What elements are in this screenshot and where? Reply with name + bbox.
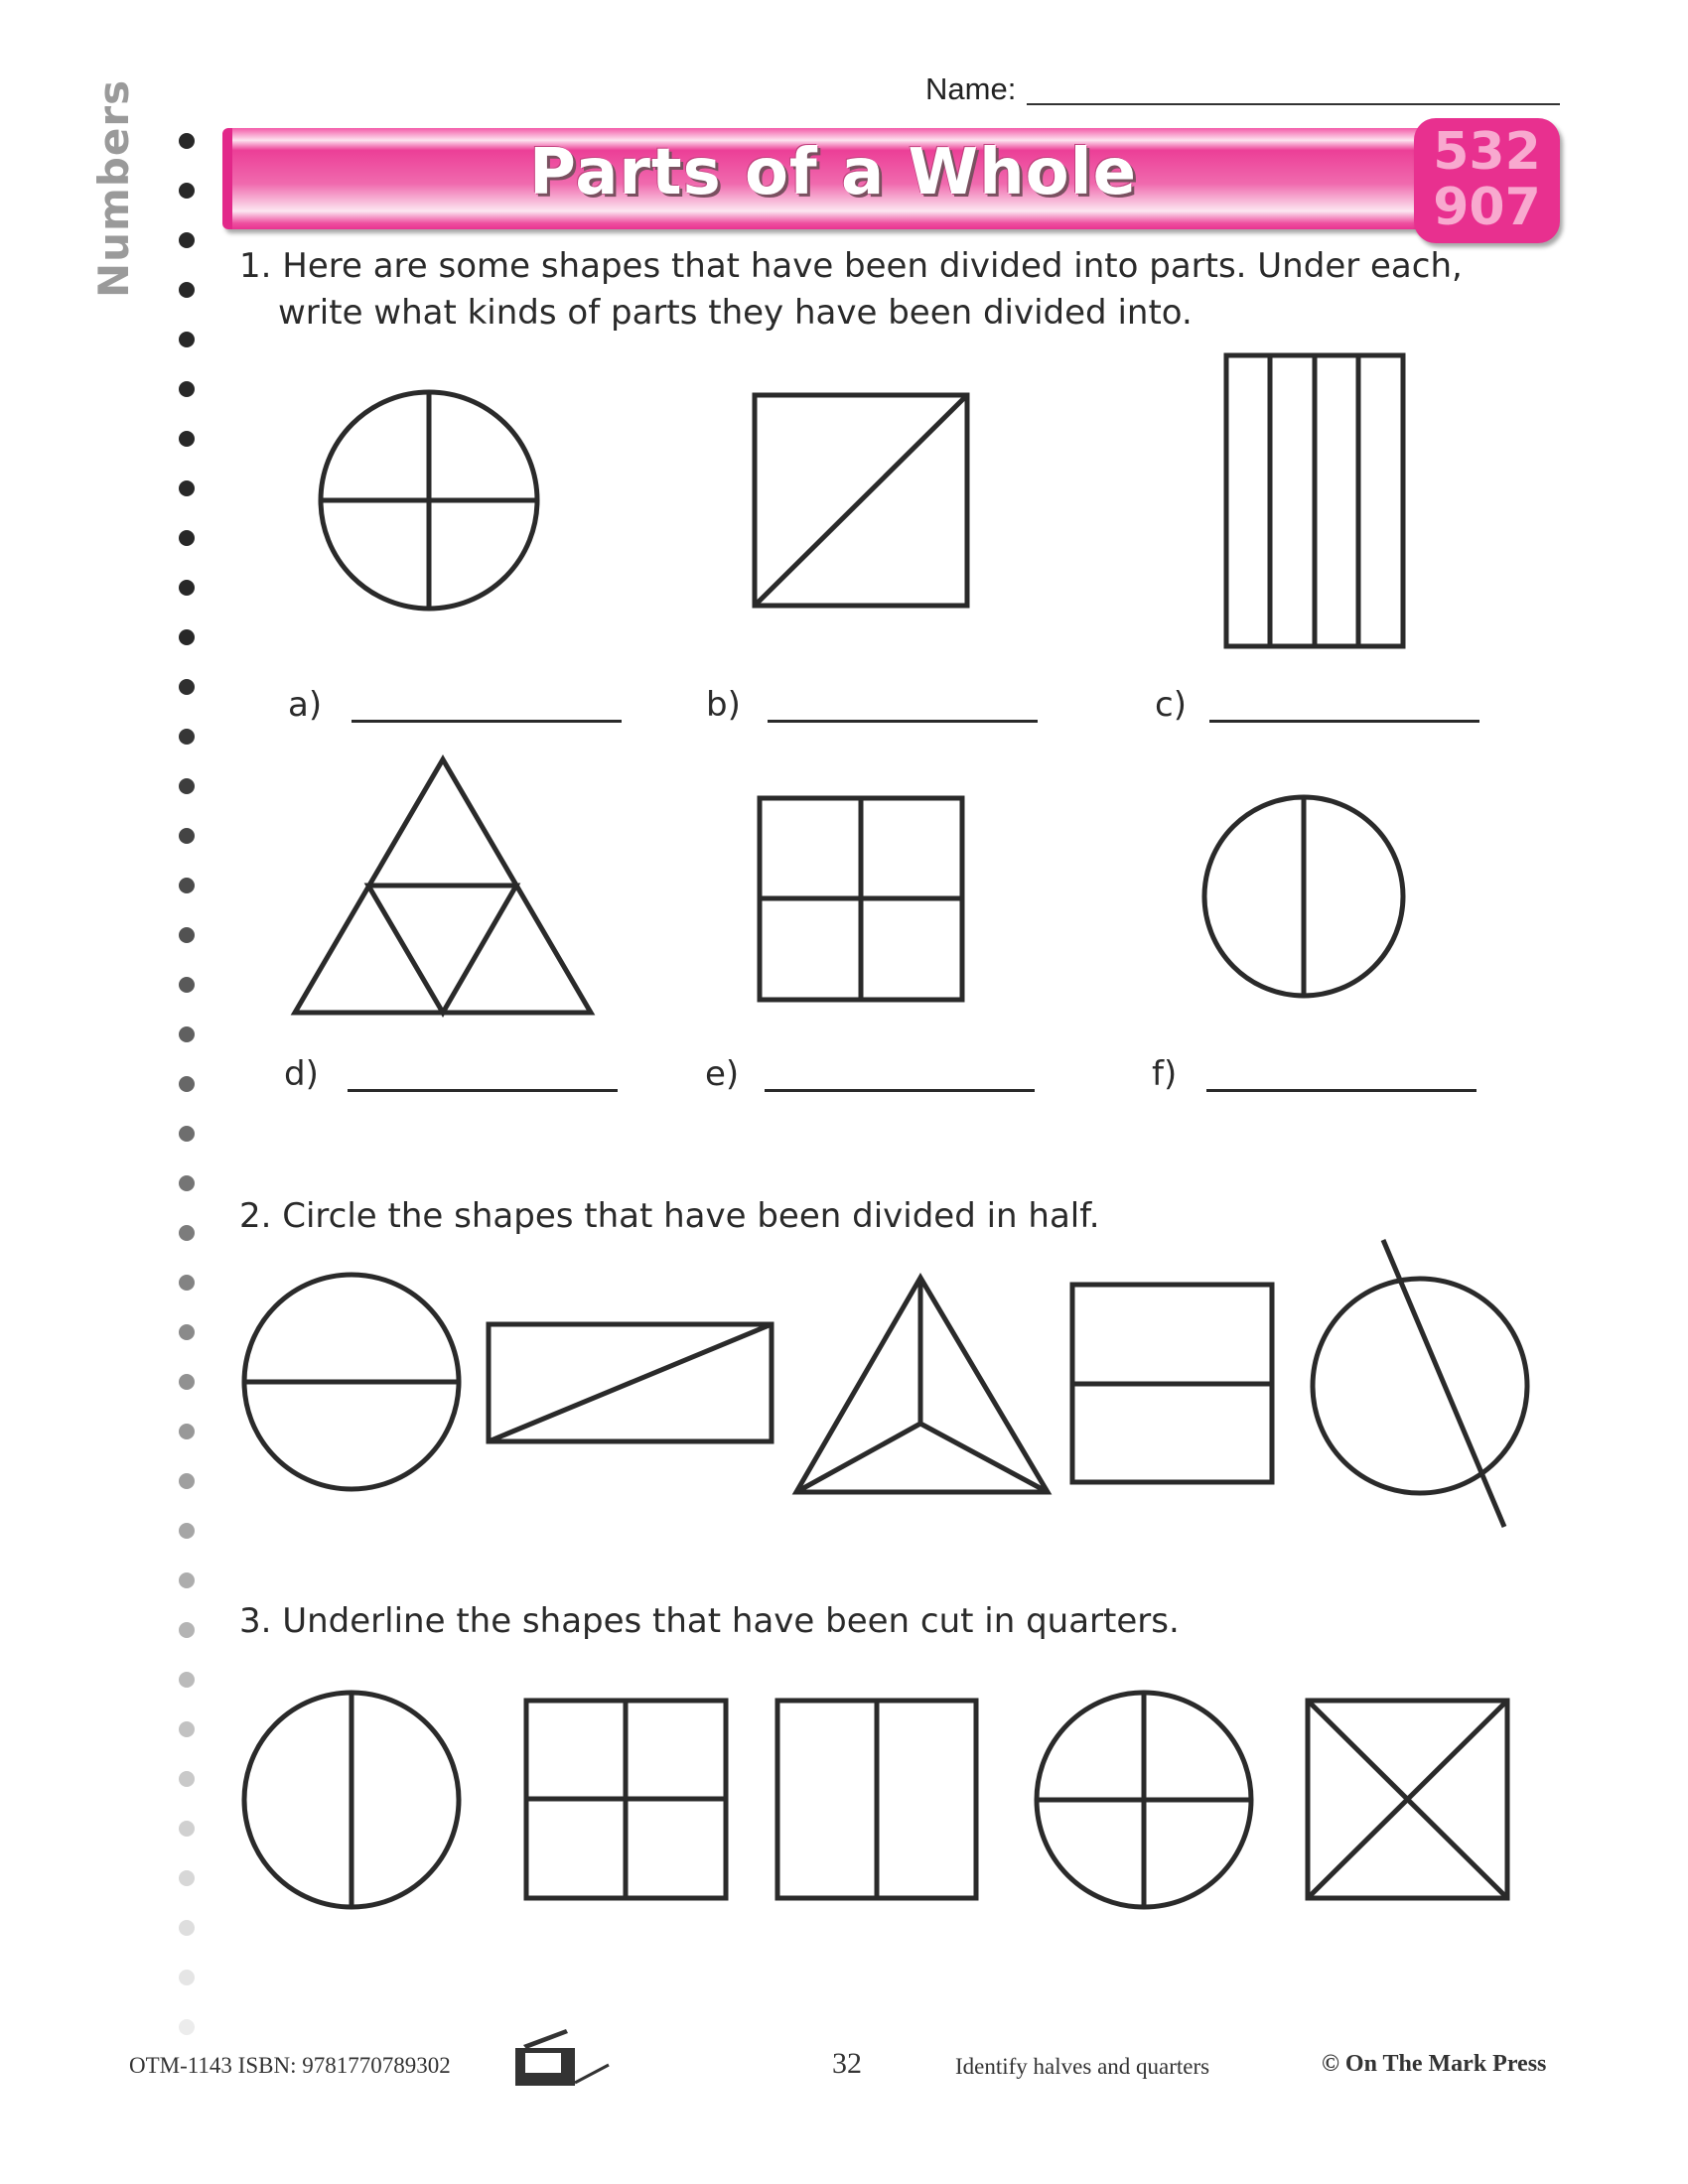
footer-copyright: © On The Mark Press bbox=[1322, 2051, 1547, 2077]
q2-triangle-thirds[interactable] bbox=[796, 1278, 1048, 1492]
label-c: c) bbox=[1155, 685, 1187, 725]
q3-circle-vertical-half[interactable] bbox=[244, 1693, 459, 1907]
shape-circle-quarters-a[interactable] bbox=[321, 392, 537, 609]
page-title: Parts of a Whole bbox=[529, 136, 1137, 209]
badge-digits-top: 532 bbox=[1433, 122, 1541, 182]
shape-square-quarters-e[interactable] bbox=[760, 798, 962, 1000]
q3-square-diagonal-quarters[interactable] bbox=[1308, 1701, 1507, 1898]
label-a: a) bbox=[288, 685, 323, 725]
shape-rect-four-strips-c[interactable] bbox=[1226, 355, 1403, 646]
q3-square-quarters[interactable] bbox=[526, 1701, 726, 1898]
label-e: e) bbox=[705, 1054, 740, 1094]
footer-topic: Identify halves and quarters bbox=[955, 2054, 1210, 2079]
shape-circle-halves-f[interactable] bbox=[1204, 797, 1403, 996]
name-label: Name: bbox=[925, 71, 1017, 106]
question-2-text: 2. Circle the shapes that have been divided in half. bbox=[239, 1196, 1100, 1236]
photocopier-icon bbox=[515, 2029, 609, 2086]
question-1-text-2: write what kinds of parts they have been divided into. bbox=[278, 293, 1193, 333]
badge-digits-bottom: 907 bbox=[1433, 178, 1541, 237]
section-label: Numbers bbox=[89, 78, 138, 298]
shape-square-diagonal-b[interactable] bbox=[755, 395, 967, 606]
question-3-text: 3. Underline the shapes that have been cut in quarters. bbox=[239, 1601, 1180, 1641]
q2-circle-offset-cut[interactable] bbox=[1313, 1240, 1527, 1527]
q2-circle-horizontal-half[interactable] bbox=[244, 1275, 459, 1489]
q3-circle-quarters[interactable] bbox=[1037, 1693, 1251, 1907]
q2-rect-diagonal[interactable] bbox=[489, 1324, 772, 1441]
footer-isbn: OTM-1143 ISBN: 9781770789302 bbox=[129, 2053, 451, 2078]
label-f: f) bbox=[1152, 1054, 1178, 1094]
page-number: 32 bbox=[832, 2047, 862, 2080]
q3-rect-vertical-half[interactable] bbox=[777, 1701, 976, 1898]
shape-triangle-fourths-d[interactable] bbox=[295, 759, 591, 1013]
q2-rect-horizontal-half[interactable] bbox=[1072, 1285, 1272, 1482]
label-d: d) bbox=[284, 1054, 319, 1094]
question-1-text: 1. Here are some shapes that have been divided into parts. Under each, bbox=[239, 246, 1463, 286]
label-b: b) bbox=[706, 685, 741, 725]
